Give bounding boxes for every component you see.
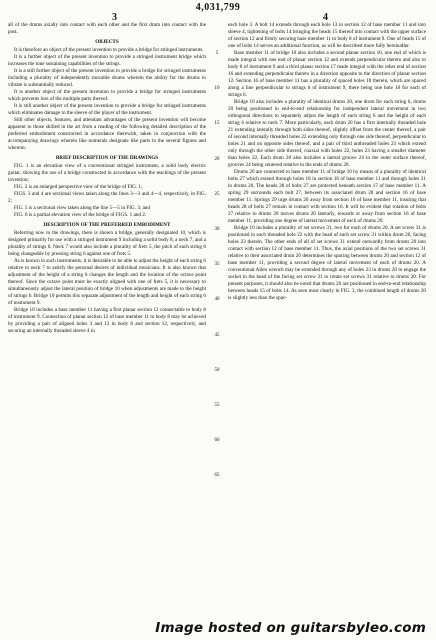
line-number-marker: 25: [214, 191, 220, 197]
section-heading: OBJECTS: [95, 39, 119, 45]
section-heading: DESCRIPTION OF THE PREFERRED EMBODIMENT: [43, 222, 171, 228]
paragraph: Still other objects, features, and attendant advantages of the present invention will become apparent to those skilled in the art from a reading of the following detailed description of the preferred embodiment constructed in accordance therewith, taken in conjunction with the accompanying drawings wherein like numerals designate like parts in the several figures and wherein:: [8, 117, 206, 151]
line-number-marker: 20: [214, 156, 220, 162]
paragraph: FIG. 2 is an enlarged perspective view of the bridge of FIG. 1;: [14, 184, 143, 190]
patent-number: 4,031,799: [195, 2, 241, 13]
paragraph: It is another object of the present invention to provide a bridge for stringed instruments which prevents loss of the multiple parts thereof.: [8, 89, 206, 102]
line-number-marker: 30: [214, 227, 220, 232]
paragraph: Bridge 10 also includes a plurality of identical drums 20, one drum for each string 6, drums 20 being positioned in end-to-end relationship for independent lateral movement in two orthogonal directions to separately adjust the length of each string 6 and the height of each string 6 relative to neck 7. More particularly, each drum 20 has a first internally threaded hole 21 extending laterally through both sides thereof, slightly offset from the center thereof, a pair of second internally threaded holes 22 extending only through one side thereof, perpendicular to holes 21 and on opposite sides thereof, and a pair of third unthreaded holes 23 which extend only through the other side thereof, coaxial with holes 22, holes 23 having a smaller diameter than holes 22. Each drum 20 also includes a lateral groove 24 in the outer surface thereof, grooves 24 being centered relative to the ends of drums 20.: [228, 99, 426, 168]
paragraph: It is a still further object of the present invention to provide a bridge for stringed instruments including a plurality of independently movable drums wherein the ability for the drums to vibrate is substantially reduced.: [8, 68, 206, 88]
line-number-marker: 35: [214, 262, 220, 268]
paragraph: It is therefore an object of the present invention to provide a bridge for stringed instruments.: [14, 47, 204, 53]
line-number-marker: 5: [215, 51, 219, 56]
paragraph: Bridge 10 includes a base member 11 having a first planar section 12 connectable to body 8 of instrument 9. Connection of planar section 12 of base member 11 to body 8 may be achieved by providing a pair of aligned holes 3 and 13 in body 8 and section 12, respectively, and securing an internally threaded sleeve 4 in: [8, 307, 206, 334]
paragraph: Drums 20 are connected to base member 11 of bridge 10 by means of a plurality of identical bolts 27 which extend through holes 18 in section 16 of base member 11 and through holes 21 in drums 20. The heads 28 of bolts 27 are protected beneath section 17 of base member 11. A spring 29 surrounds each bolt 27, between its associated drum 20 and section 16 of base member 11. Springs 29 urge drums 20 away from section 16 of base member 11, insuring that heads 28 of bolts 27 remain in contact with section 16. It will be evident that rotation of bolts 27 relative to drums 20 moves drums 20 laterally, towards or away from section 16 of base member 11, providing one degree of lateral movement of each of drums 20.: [228, 169, 426, 224]
paragraph: FIGS. 3 and 4 are sectional views taken along the lines 3—3 and 4—4, respectively, in FIG. 2;: [8, 191, 206, 204]
paragraph: It is a further object of the present invention to provide a stringed instrument bridge which increases the tone sustaining capabilities of the strings.: [8, 54, 206, 67]
column-number-right: 4: [323, 12, 328, 23]
line-number-gutter: [208, 22, 226, 614]
paragraph: FIG. 5 is a sectional view taken along the line 5—5 in FIG. 3; and: [14, 205, 150, 211]
line-number-marker: 40: [214, 297, 220, 303]
paragraph: As is known in such instruments, it is desirable to be able to adjust the height of each string 6 relative to neck 7 to satisfy the personal desires of individual musicians. It is also known that adjustment of the height of a string 6 changes the length and the location of the octave point thereof. Since the octave point must be exactly aligned with one of frets 5, it is necessary to simultaneously adjust the lateral position of bridge 10 when adjustments are made to the height of strings 6. Bridge 10 permits this separate adjustment of the length and height of each string 6 of instrument 9.: [8, 258, 206, 306]
paragraph: FIG. 1 is an elevation view of a conventional stringed instrument, a solid body electric guitar, showing the use of a bridge constructed in accordance with the teachings of the present invention;: [8, 163, 206, 183]
section-heading: BRIEF DESCRIPTION OF THE DRAWINGS: [55, 155, 159, 161]
paragraph: Referring now to the drawings, there is shown a bridge, generally designated 10, which is designed primarily for use with a stringed instrument 9 including a solid body 8, a neck 7, and a plurality of strings 6. Neck 7 would also include a plurality of frets 5, the pitch of each string 6 being changeable by pressing string 6 against one of frets 5.: [8, 230, 206, 257]
line-number-marker: 10: [214, 86, 220, 92]
left-text-column: [8, 22, 206, 614]
paragraph: Base member 11 of bridge 10 also includes a second planar section 16, one end of which is made integral with one end of planar section 12 and extends perpendicular thereto and also to body 8 of instrument 9 and a third planar section 17 made integral with the other end of section 16 and extending perpendicular thereto in a direction opposite to the direction of planar section 12. Section 16 of base member 11 has a plurality of spaced holes 18 therein, which are spaced along a line perpendicular to strings 6 of instrument 9, there being one hole 18 for each of strings 6.: [228, 50, 426, 98]
line-number-marker: 55: [214, 403, 220, 408]
paragraph: all of the drums axially into contact with each other and the first drum into contact with the post.: [8, 22, 206, 35]
paragraph: Bridge 10 includes a plurality of set screws 31, two for each of drums 20. A set screw 31 is positioned in each threaded hole 22 with the head of each set screw 31 within drum 20, facing holes 23 therein. The other ends of all of set screws 31 extend outwardly from drums 20 into contact with section 12 of base member 11. Thus, the axial positions of the two set screws 31 relative to their associated drum 20 determines the spacing between drums 20 and section 12 of base member 11, providing a second degree of lateral movement of each of drums 20. A conventional Allen wrench may be extended through any of holes 23 in drums 20 to engage the socket in the head of the facing set screw 31 to rotate set screws 31 relative to drums 20. For present purposes, it should also be noted that drums 20 are positioned in end-to-end relationship between heads 15 of bolts 14. As seen most clearly in FIG. 3, the combined length of drums 20 is slightly less than the spac-: [228, 225, 426, 301]
line-number-marker: 65: [214, 473, 220, 479]
line-number-marker: 45: [214, 332, 220, 338]
watermark-text: Image hosted on guitarsbyleo.com: [155, 620, 426, 636]
column-number-left: 3: [112, 12, 117, 23]
line-number-marker: 50: [214, 367, 220, 373]
line-number-marker: 15: [214, 121, 220, 127]
right-text-column: [228, 22, 426, 614]
paragraph: It is still another object of the present invention to provide a bridge for stringed instruments which eliminates damage to the sleeve of the player of the instrument.: [8, 103, 206, 116]
paragraph: FIG. 6 is a partial elevation view of the bridge of FIGS. 1 and 2.: [14, 212, 147, 218]
paragraph: each hole 3. A bolt 14 extends through each hole 13 in section 12 of base member 11 and into sleeve 4, tightening of bolts 14 bringing the heads 15 thereof into contact with the upper surface of section 12 and firmly securing base member 11 to body 8 of instrument 9. One of heads 15 of one of bolts 14 serves an additional function, as will be described more fully hereinafter.: [228, 22, 426, 49]
line-number-marker: 60: [214, 438, 220, 444]
